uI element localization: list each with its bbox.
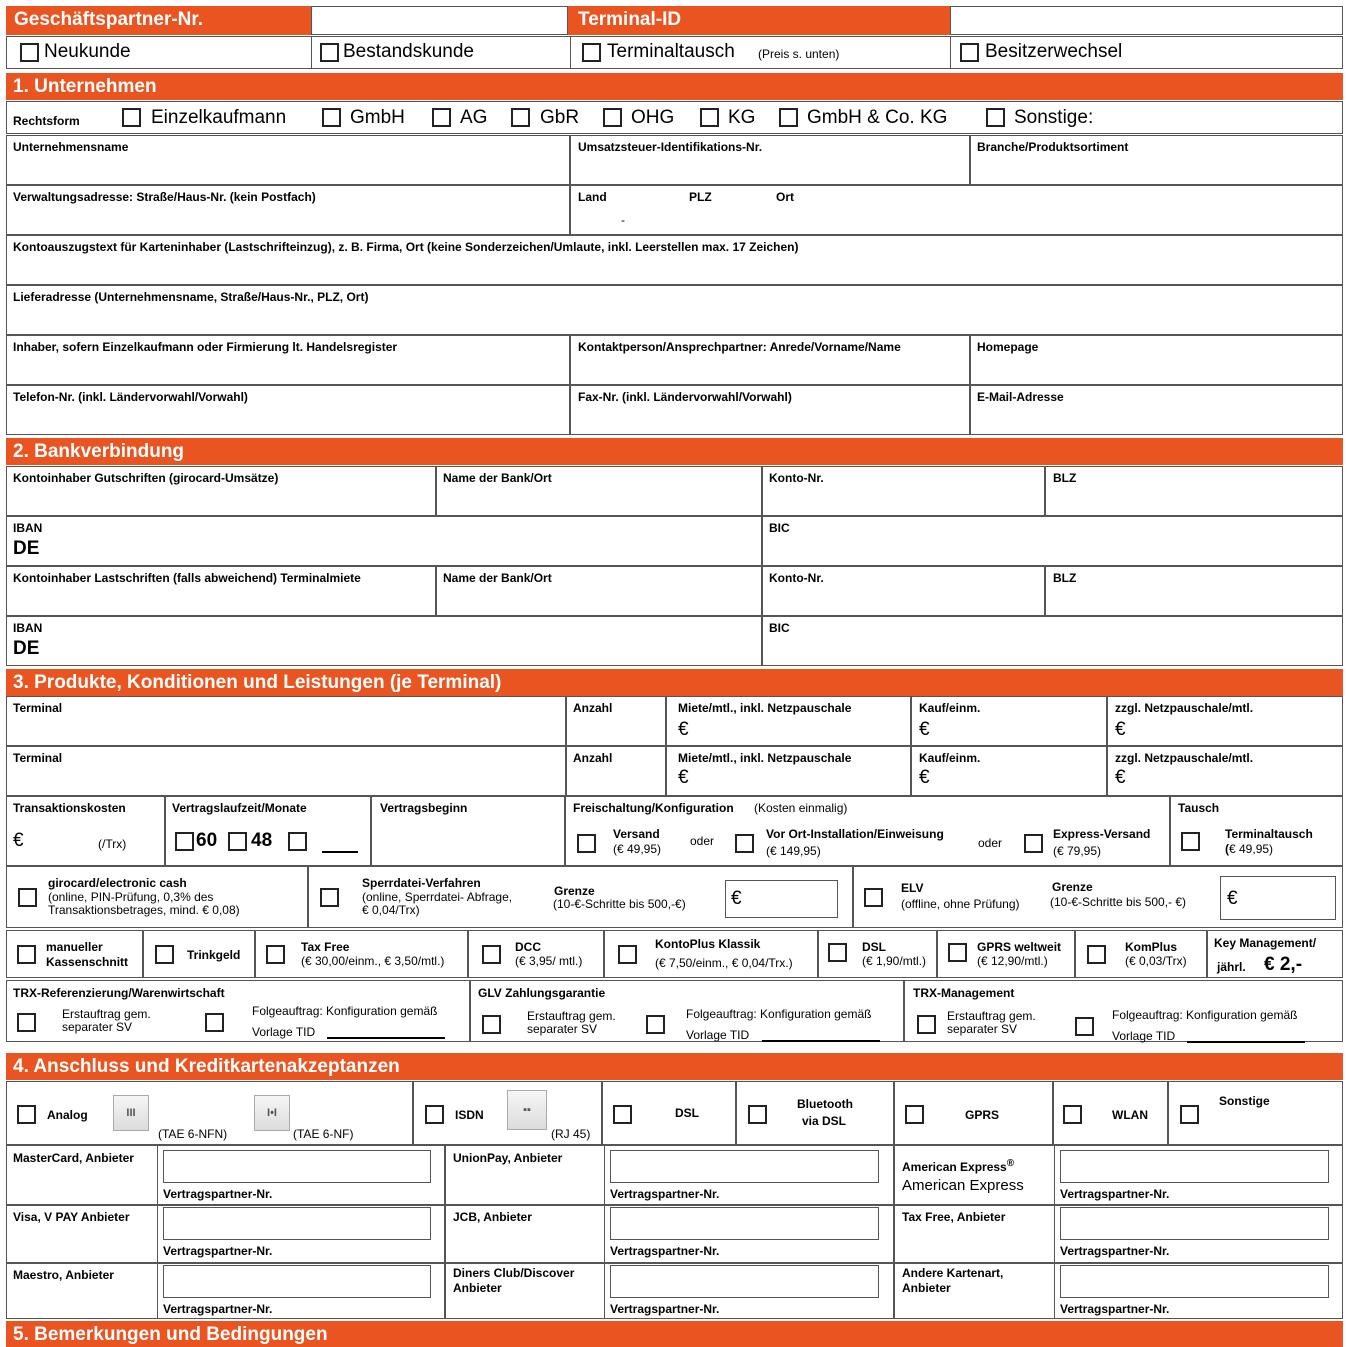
girocard-desc-1: (online, PIN-Prüfung, 0,3% des [48,890,214,904]
sonstige-conn-checkbox[interactable] [1180,1105,1199,1124]
diners-vp-label: Vertragspartner-Nr. [610,1302,720,1316]
diners-label-1: Diners Club/Discover [453,1266,575,1280]
terminal-label-2: Terminal [13,751,63,765]
amex-value: American Express [902,1177,1024,1194]
ohg-label: OHG [631,107,675,128]
konto-nr-label-1: Konto-Nr. [769,471,824,485]
einzelkaufmann-checkbox[interactable] [122,108,141,127]
terminaltausch-note: (Preis s. unten) [758,47,840,61]
bluetooth-checkbox[interactable] [748,1105,767,1124]
terminal-label-1: Terminal [13,701,63,715]
terminal-field-2[interactable] [6,746,566,796]
neukunde-checkbox[interactable] [20,43,39,62]
taxfree-card-vp-label: Vertragspartner-Nr. [1060,1244,1170,1258]
terminaltausch-fee-price: (€ 49,95) [1225,842,1274,856]
jcb-vp-label: Vertragspartner-Nr. [610,1244,720,1258]
dcc-checkbox[interactable] [482,945,501,964]
jcb-label: JCB, Anbieter [453,1210,532,1224]
ag-label: AG [460,107,488,128]
trx-ref-erstauftrag-1: Erstauftrag gem. [62,1007,151,1021]
kg-checkbox[interactable] [700,108,719,127]
andere-vp-label: Vertragspartner-Nr. [1060,1302,1170,1316]
section-3-title: 3. Produkte, Konditionen und Leistungen (je Terminal) [6,669,1343,696]
tae-nf-plug-icon: I•I [254,1095,290,1131]
kassenschnitt-label-1: manueller [46,940,103,954]
bluetooth-label-1: Bluetooth [797,1097,853,1111]
maestro-input[interactable] [163,1265,431,1298]
wlan-label: WLAN [1112,1108,1148,1122]
kontoplus-label: KontoPlus Klassik [655,937,761,951]
glv-erstauftrag-2: separater SV [527,1022,598,1036]
komplus-label: KomPlus [1125,940,1178,954]
trx-ref-folgeauftrag-checkbox[interactable] [205,1013,224,1032]
jaehrl-label: jährl. [1217,960,1246,974]
unionpay-input[interactable] [610,1150,879,1183]
kauf-euro-1: € [919,719,930,740]
oder-2: oder [978,836,1003,850]
amex-label: American Express® [902,1158,1015,1174]
ust-id-label: Umsatzsteuer-Identifikations-Nr. [578,140,763,154]
express-checkbox[interactable] [1024,834,1043,853]
land-plz-separator: - [621,213,625,227]
taxfree-card-input[interactable] [1060,1207,1329,1240]
iban-field-2[interactable] [6,616,762,666]
trx-ref-vorlage: Vorlage TID [252,1025,316,1039]
vor-ort-label: Vor Ort-Installation/Einweisung [766,827,944,841]
branche-label: Branche/Produktsortiment [977,140,1129,154]
plz-label: PLZ [689,190,712,204]
komplus-price: (€ 0,03/Trx) [1125,954,1187,968]
kontoauszug-label: Kontoauszugstext für Karteninhaber (Lastschrifteinzug), z. B. Firma, Ort (keine Sonderzeichen/Umlaute, inkl. Leerstellen max. 17 Zeichen) [13,240,799,254]
tae-nf-label: (TAE 6-NF) [293,1127,354,1141]
gprs-option-label: GPRS weltweit [977,940,1062,954]
gmbh-co-kg-checkbox[interactable] [779,108,798,127]
iban-field-1[interactable] [6,516,762,566]
laufzeit-60-checkbox[interactable] [175,832,194,851]
dsl-option-price: (€ 1,90/mtl.) [862,954,927,968]
amex-vp-label: Vertragspartner-Nr. [1060,1187,1170,1201]
sperrdatei-checkbox[interactable] [320,888,339,907]
bestandskunde-label: Bestandskunde [343,41,474,62]
inhaber-label: Inhaber, sofern Einzelkaufmann oder Firmierung lt. Handelsregister [13,340,398,354]
versand-checkbox[interactable] [577,834,596,853]
diners-label-2: Anbieter [453,1281,502,1295]
blz-label-1: BLZ [1053,471,1077,485]
unternehmensname-label: Unternehmensname [13,140,129,154]
glv-erstauftrag-1: Erstauftrag gem. [527,1009,616,1023]
maestro-label: Maestro, Anbieter [13,1268,114,1282]
section-2-title: 2. Bankverbindung [6,438,1343,465]
andere-label-1: Andere Kartenart, [902,1266,1004,1280]
gbr-checkbox[interactable] [511,108,530,127]
kassenschnitt-label-2: Kassenschnitt [46,955,129,969]
laufzeit-other-checkbox[interactable] [288,832,307,851]
vor-ort-price: (€ 149,95) [766,844,821,858]
transaktionskosten-euro: € [13,830,24,851]
miete-label-2: Miete/mtl., inkl. Netzpauschale [678,751,852,765]
kauf-label-1: Kauf/einm. [919,701,981,715]
bic-label-1: BIC [769,521,790,535]
freischaltung-label: Freischaltung/Konfiguration [573,801,734,815]
gprs-option-checkbox[interactable] [948,943,967,962]
iban-label-1: IBAN [13,521,43,535]
grenze-euro-1: € [731,888,742,909]
tausch-label: Tausch [1178,801,1220,815]
vor-ort-checkbox[interactable] [735,834,754,853]
visa-label: Visa, V PAY Anbieter [13,1210,130,1224]
email-label: E-Mail-Adresse [977,390,1064,404]
besitzerwechsel-checkbox[interactable] [960,43,979,62]
grenze-label-1: Grenze [554,884,595,898]
terminal-id-field[interactable] [950,6,1343,35]
kassenschnitt-checkbox[interactable] [17,945,36,964]
netzpauschale-label-2: zzgl. Netzpauschale/mtl. [1115,751,1254,765]
dsl-option-label: DSL [862,940,886,954]
vertragsbeginn-label: Vertragsbeginn [380,801,468,815]
glv-vorlage-line[interactable] [762,1040,880,1042]
gprs-conn-checkbox[interactable] [905,1105,924,1124]
unionpay-label: UnionPay, Anbieter [453,1151,563,1165]
girocard-checkbox[interactable] [18,888,37,907]
grenze-label-2: Grenze [1052,880,1093,894]
dcc-price: (€ 3,95/ mtl.) [515,954,583,968]
versand-label: Versand [613,827,660,841]
per-trx-label: (/Trx) [98,837,127,851]
land-plz-ort-field[interactable] [570,185,1343,235]
girocard-desc-2: Transaktionsbetrages, mind. € 0,08) [48,903,240,917]
trx-ref-label: TRX-Referenzierung/Warenwirtschaft [13,986,225,1000]
partner-label: Geschäftspartner-Nr. [6,6,311,35]
lieferadresse-label: Lieferadresse (Unternehmensname, Straße/Haus-Nr., PLZ, Ort) [13,290,369,304]
visa-input[interactable] [163,1207,431,1240]
section-4-title: 4. Anschluss und Kreditkartenakzeptanzen [6,1053,1343,1080]
sonstige-checkbox[interactable] [986,108,1005,127]
terminal-id-label: Terminal-ID [568,6,950,35]
laufzeit-other-line[interactable] [322,851,358,853]
key-management-label: Key Management/ [1214,936,1317,950]
rechtsform-label: Rechtsform [13,114,80,128]
kontakt-label: Kontaktperson/Ansprechpartner: Anrede/Vorname/Name [578,340,901,354]
sperrdatei-title: Sperrdatei-Verfahren [362,876,481,890]
bestandskunde-checkbox[interactable] [320,43,339,62]
anzahl-label-2: Anzahl [573,751,613,765]
girocard-title: girocard/electronic cash [48,876,187,890]
bank-ort-label-1: Name der Bank/Ort [443,471,552,485]
konto-nr-label-2: Konto-Nr. [769,571,824,585]
grenze-euro-2: € [1227,888,1238,909]
ohg-checkbox[interactable] [603,108,622,127]
trx-mgmt-folgeauftrag: Folgeauftrag: Konfiguration gemäß [1112,1008,1298,1022]
versand-price: (€ 49,95) [613,842,662,856]
terminaltausch-fee-label: Terminaltausch [1225,827,1313,841]
trx-mgmt-label: TRX-Management [913,986,1015,1000]
trx-ref-erstauftrag-checkbox[interactable] [17,1013,36,1032]
mastercard-label: MasterCard, Anbieter [13,1151,134,1165]
tae-nfn-label: (TAE 6-NFN) [158,1127,228,1141]
gbr-label: GbR [540,107,580,128]
jcb-input[interactable] [610,1207,879,1240]
iban-prefix-2: DE [13,638,40,659]
elv-checkbox[interactable] [864,888,883,907]
dcc-label: DCC [515,940,541,954]
bluetooth-label-2: via DSL [802,1114,847,1128]
elv-title: ELV [901,881,924,895]
express-label: Express-Versand [1053,827,1151,841]
ag-checkbox[interactable] [432,108,451,127]
miete-euro-2: € [678,767,689,788]
express-price: (€ 79,95) [1053,844,1102,858]
netzpauschale-label-1: zzgl. Netzpauschale/mtl. [1115,701,1254,715]
telefon-label: Telefon-Nr. (inkl. Ländervorwahl/Vorwahl) [13,390,248,404]
trx-mgmt-erstauftrag-1: Erstauftrag gem. [947,1009,1036,1023]
taxfree-checkbox[interactable] [266,945,285,964]
terminaltausch-fee-checkbox[interactable] [1181,832,1200,851]
trx-mgmt-vorlage-line[interactable] [1187,1041,1305,1043]
grenze-desc-1: (10-€-Schritte bis 500,-€) [553,897,686,911]
homepage-label: Homepage [977,340,1039,354]
terminaltausch-checkbox[interactable] [582,43,601,62]
iban-prefix-1: DE [13,538,40,559]
terminaltausch-label: Terminaltausch [607,41,735,62]
kosten-einmalig-label: (Kosten einmalig) [754,801,848,815]
glv-folgeauftrag-checkbox[interactable] [646,1015,665,1034]
oder-1: oder [690,834,715,848]
kontoplus-price: (€ 7,50/einm., € 0,04/Trx.) [655,956,793,970]
analog-label: Analog [47,1108,88,1122]
taxfree-card-label: Tax Free, Anbieter [902,1210,1006,1224]
mastercard-input[interactable] [163,1150,431,1183]
visa-vp-label: Vertragspartner-Nr. [163,1244,273,1258]
komplus-checkbox[interactable] [1087,945,1106,964]
anzahl-label-1: Anzahl [573,701,613,715]
gmbh-label: GmbH [350,107,405,128]
andere-input[interactable] [1060,1265,1329,1298]
laufzeit-48-label: 48 [251,830,273,851]
bic-label-2: BIC [769,621,790,635]
trx-ref-vorlage-line[interactable] [327,1037,445,1039]
blz-field-2[interactable] [1045,566,1343,616]
dsl-option-checkbox[interactable] [828,943,847,962]
trx-mgmt-vorlage: Vorlage TID [1112,1029,1176,1043]
netzpauschale-euro-1: € [1115,719,1126,740]
amex-input[interactable] [1060,1150,1329,1183]
transaktionskosten-label: Transaktionskosten [13,801,126,815]
taxfree-label: Tax Free [301,940,350,954]
maestro-vp-label: Vertragspartner-Nr. [163,1302,273,1316]
bank-ort-label-2: Name der Bank/Ort [443,571,552,585]
kg-label: KG [728,107,756,128]
trx-mgmt-erstauftrag-2: separater SV [947,1022,1018,1036]
wlan-checkbox[interactable] [1063,1105,1082,1124]
fax-label: Fax-Nr. (inkl. Ländervorwahl/Vorwahl) [578,390,792,404]
tae-nfn-plug-icon: III [113,1095,149,1131]
sonstige-conn-label: Sonstige [1219,1094,1270,1108]
gmbh-co-kg-label: GmbH & Co. KG [807,107,948,128]
miete-euro-1: € [678,719,689,740]
ort-label: Ort [776,190,794,204]
mastercard-vp-label: Vertragspartner-Nr. [163,1187,273,1201]
amex-registered-mark: ® [1006,1158,1015,1169]
sperrdatei-desc-1: (online, Sperrdatei- Abfrage, [362,890,513,904]
iban-label-2: IBAN [13,621,43,635]
gprs-option-price: (€ 12,90/mtl.) [977,954,1048,968]
verwaltungsadresse-label: Verwaltungsadresse: Straße/Haus-Nr. (kein Postfach) [13,190,316,204]
sperrdatei-desc-2: € 0,04/Trx) [362,903,420,917]
kontoinhaber-last-label: Kontoinhaber Lastschriften (falls abweichend) Terminalmiete [13,571,361,585]
laufzeit-48-checkbox[interactable] [228,832,247,851]
einzelkaufmann-label: Einzelkaufmann [151,107,287,128]
neukunde-label: Neukunde [44,41,131,62]
trx-ref-folgeauftrag: Folgeauftrag: Konfiguration gemäß [252,1004,438,1018]
dsl-conn-label: DSL [675,1106,699,1120]
glv-erstauftrag-checkbox[interactable] [482,1015,501,1034]
blz-label-2: BLZ [1053,571,1077,585]
glv-label: GLV Zahlungsgarantie [478,986,606,1000]
gmbh-checkbox[interactable] [322,108,341,127]
glv-vorlage: Vorlage TID [686,1028,750,1042]
elv-desc: (offline, ohne Prüfung) [901,897,1020,911]
besitzerwechsel-label: Besitzerwechsel [985,41,1123,62]
trinkgeld-checkbox[interactable] [155,945,174,964]
rj45-plug-icon: ▪▪ [507,1090,547,1130]
isdn-checkbox[interactable] [425,1105,444,1124]
rj45-label: (RJ 45) [551,1127,591,1141]
netzpauschale-euro-2: € [1115,767,1126,788]
diners-input[interactable] [610,1265,879,1298]
dsl-conn-checkbox[interactable] [613,1105,632,1124]
andere-label-2: Anbieter [902,1281,951,1295]
isdn-label: ISDN [455,1108,484,1122]
analog-checkbox[interactable] [17,1105,36,1124]
trx-mgmt-erstauftrag-checkbox[interactable] [917,1015,936,1034]
miete-label-1: Miete/mtl., inkl. Netzpauschale [678,701,852,715]
unionpay-vp-label: Vertragspartner-Nr. [610,1187,720,1201]
section-5-title: 5. Bemerkungen und Bedingungen [6,1321,1343,1347]
kauf-euro-2: € [919,767,930,788]
section-1-title: 1. Unternehmen [6,73,1343,100]
kauf-label-2: Kauf/einm. [919,751,981,765]
laufzeit-label: Vertragslaufzeit/Monate [172,801,307,815]
land-label: Land [578,190,607,204]
trx-ref-erstauftrag-2: separater SV [62,1020,133,1034]
laufzeit-60-label: 60 [196,830,218,851]
trinkgeld-label: Trinkgeld [187,948,241,962]
kontoinhaber-gut-label: Kontoinhaber Gutschriften (girocard-Umsätze) [13,471,279,485]
kontoplus-checkbox[interactable] [618,945,637,964]
taxfree-price: (€ 30,00/einm., € 3,50/mtl.) [301,954,445,968]
bic-field-2[interactable] [762,616,1343,666]
grenze-desc-2: (10-€-Schritte bis 500,- €) [1050,895,1187,909]
bic-field-1[interactable] [762,516,1343,566]
key-management-price: € 2,- [1264,954,1303,975]
gprs-conn-label: GPRS [965,1108,1000,1122]
blz-field-1[interactable] [1045,466,1343,516]
terminal-field-1[interactable] [6,696,566,746]
sonstige-label: Sonstige: [1014,107,1094,128]
trx-mgmt-folgeauftrag-checkbox[interactable] [1075,1017,1094,1036]
partner-field[interactable] [311,6,568,35]
glv-folgeauftrag: Folgeauftrag: Konfiguration gemäß [686,1007,872,1021]
